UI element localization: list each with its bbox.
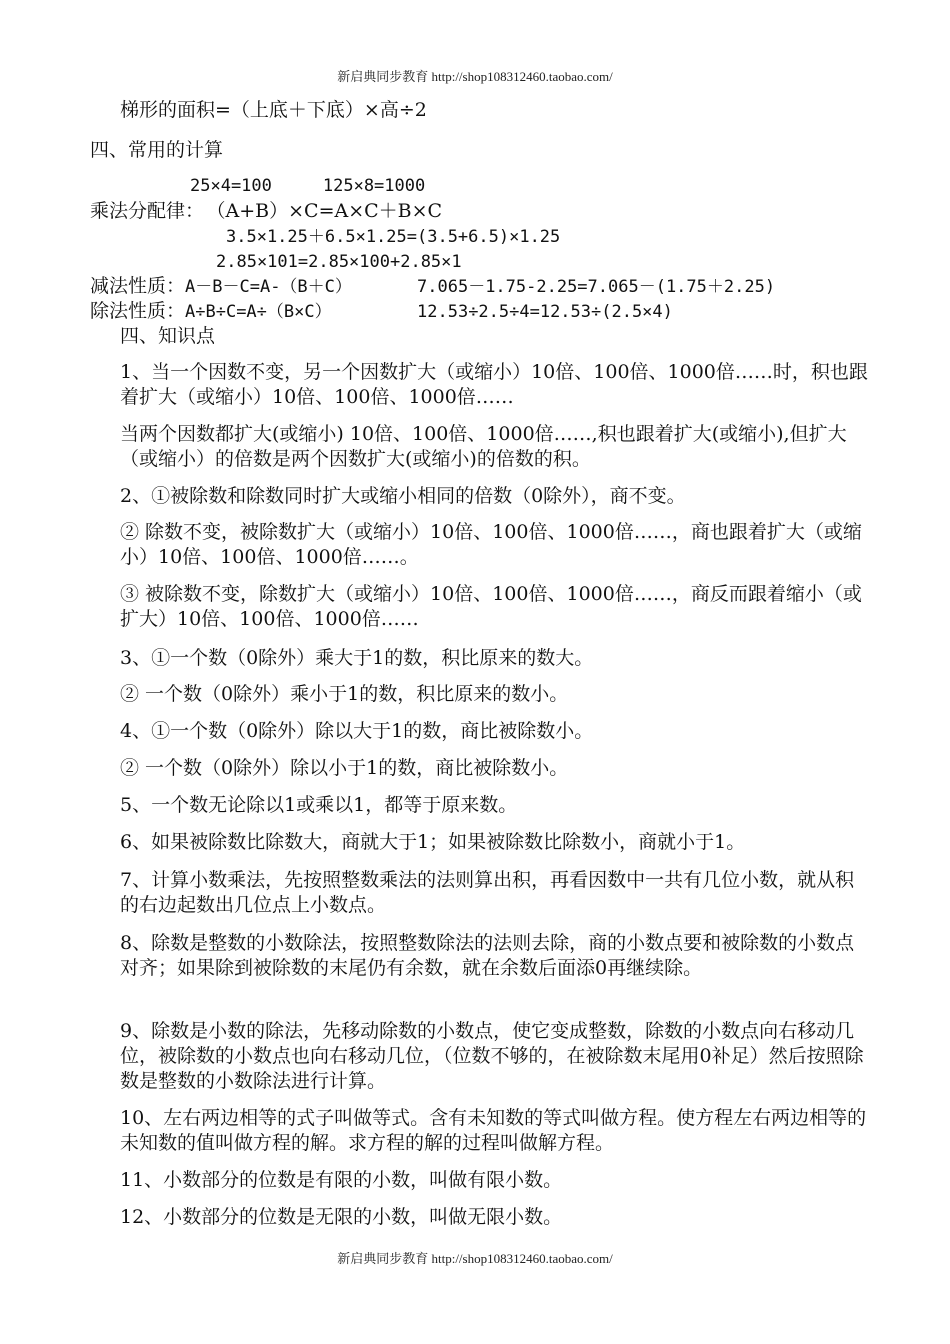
subtraction-example: 7.065－1.75-2.25=7.065－(1.75＋2.25) (417, 277, 776, 297)
knowledge-item-4b: ② 一个数（0除外）除以小于1的数，商比被除数小。 (120, 757, 569, 779)
division-label: 除法性质： (90, 300, 186, 322)
knowledge-item-3b: ② 一个数（0除外）乘小于1的数，积比原来的数小。 (120, 683, 569, 705)
knowledge-item-3: 3、①一个数（0除外）乘大于1的数，积比原来的数大。 (120, 647, 594, 669)
section-title-calculation: 四、常用的计算 (90, 139, 224, 161)
division-example: 12.53÷2.5÷4=12.53÷(2.5×4) (417, 302, 673, 322)
subtraction-rule: A－B－C=A-（B＋C） (185, 277, 352, 297)
page-footer: 新启典同步教育 http://shop108312460.taobao.com/ (337, 1251, 613, 1266)
knowledge-item-2b: ② 除数不变，被除数扩大（或缩小）10倍、100倍、1000倍……，商也跟着扩大（或缩小）10倍、100倍、1000倍……。 (120, 521, 862, 568)
section-title-knowledge: 四、知识点 (120, 325, 216, 347)
knowledge-item-2: 2、①被除数和除数同时扩大或缩小相同的倍数（0除外），商不变。 (120, 485, 686, 507)
knowledge-item-6: 6、如果被除数比除数大，商就大于1；如果被除数比除数小，商就小于1。 (120, 831, 746, 853)
subtraction-property (90, 274, 775, 299)
distributive-example-1: 3.5×1.25＋6.5×1.25=(3.5+6.5)×1.25 (226, 227, 561, 247)
division-property (90, 299, 673, 324)
knowledge-item-9: 9、除数是小数的除法，先移动除数的小数点，使它变成整数，除数的小数点向右移动几位，被除数的小数点也向右移动几位，（位数不够的，在被除数末尾用0补足）然后按照除数是整数的小数除法进行计算。 (120, 1020, 864, 1092)
division-rule: A÷B÷C=A÷（B×C） (185, 302, 332, 322)
knowledge-item-11: 11、小数部分的位数是有限的小数，叫做有限小数。 (120, 1169, 563, 1191)
page-header: 新启典同步教育 http://shop108312460.taobao.com/ (337, 69, 613, 84)
knowledge-item-4: 4、①一个数（0除外）除以大于1的数，商比被除数小。 (120, 720, 594, 742)
knowledge-item-5: 5、一个数无论除以1或乘以1，都等于原来数。 (120, 794, 518, 816)
knowledge-item-7: 7、计算小数乘法，先按照整数乘法的法则算出积，再看因数中一共有几位小数，就从积的右边起数出几位点上小数点。 (120, 869, 855, 916)
knowledge-item-8: 8、除数是整数的小数除法，按照整数除法的法则去除，商的小数点要和被除数的小数点对齐；如果除到被除数的末尾仍有余数，就在余数后面添0再继续除。 (120, 932, 855, 979)
knowledge-item-1b: 当两个因数都扩大(或缩小) 10倍、100倍、1000倍……,积也跟着扩大(或缩小),但扩大（或缩小）的倍数是两个因数扩大(或缩小)的倍数的积。 (120, 423, 847, 470)
knowledge-item-2c: ③ 被除数不变，除数扩大（或缩小）10倍、100倍、1000倍……，商反而跟着缩小（或扩大）10倍、100倍、1000倍…… (120, 583, 862, 630)
distributive-example-2: 2.85×101=2.85×100+2.85×1 (216, 252, 462, 272)
distributive-law-label: 乘法分配律： (90, 200, 205, 222)
common-products: 25×4=100 125×8=1000 (190, 176, 426, 196)
distributive-law-rule: （A+B）×C=A×C＋B×C (216, 200, 443, 222)
knowledge-item-12: 12、小数部分的位数是无限的小数，叫做无限小数。 (120, 1206, 563, 1228)
subtraction-label: 减法性质： (90, 275, 186, 297)
distributive-law (90, 199, 442, 223)
knowledge-item-1: 1、当一个因数不变，另一个因数扩大（或缩小）10倍、100倍、1000倍……时，积也跟着扩大（或缩小）10倍、100倍、1000倍…… (120, 361, 868, 408)
trapezoid-area-formula: 梯形的面积=（上底＋下底）×高÷2 (120, 99, 427, 121)
knowledge-item-10: 10、左右两边相等的式子叫做等式。含有未知数的等式叫做方程。使方程左右两边相等的未知数的值叫做方程的解。求方程的解的过程叫做解方程。 (120, 1107, 867, 1154)
